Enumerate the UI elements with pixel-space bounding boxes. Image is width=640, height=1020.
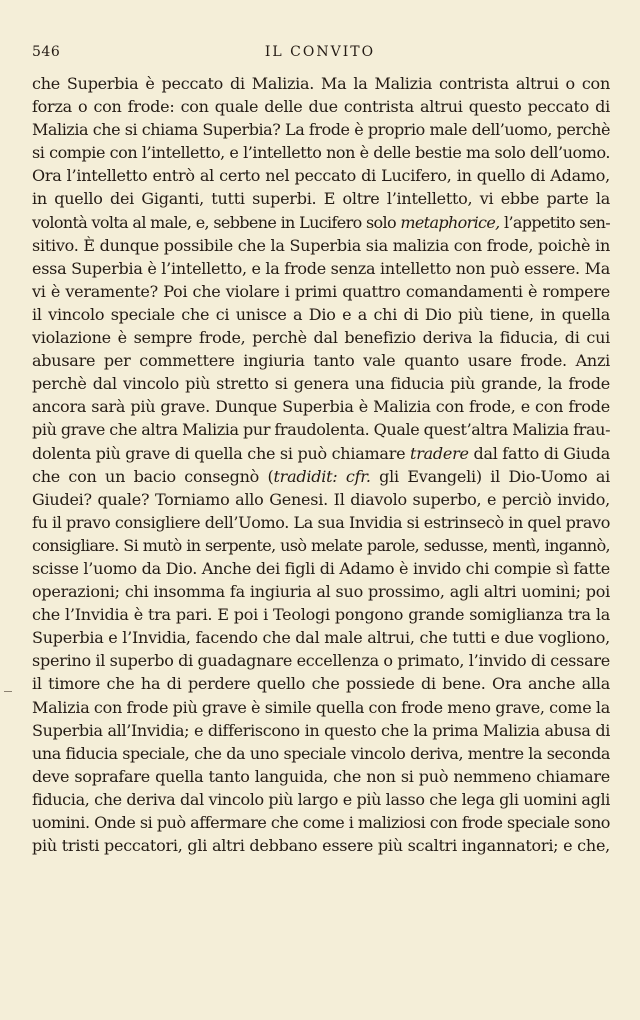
text-line: Malizia che si chiama Superbia? La frode è proprio male dell’uomo, perchè: [32, 120, 610, 140]
text-line: essa Superbia è l’intelletto, e la frode senza intelletto non può essere. Ma: [32, 258, 610, 278]
text-line: Giudei? quale? Torniamo allo Genesi. Il diavolo superbo, e perciò invido,: [32, 489, 610, 509]
text-line: ancora sarà più grave. Dunque Superbia è Malizia con frode, e con frode: [32, 397, 610, 417]
text-line: il vincolo speciale che ci unisce a Dio e a chi di Dio più tiene, in quella: [32, 304, 610, 324]
margin-mark: [4, 691, 12, 692]
text-line: violazione è sempre frode, perchè dal benefizio deriva la fiducia, di cui: [32, 328, 610, 348]
text-line: in quello dei Giganti, tutti superbi. E oltre l’intelletto, vi ebbe parte la: [32, 189, 610, 209]
text-line: Superbia e l’Invidia, facendo che dal male altrui, che tutti e due vogliono,: [32, 628, 610, 648]
text-line: deve soprafare quella tanto languida, che non si può nemmeno chiamare: [32, 766, 610, 786]
text-line: sitivo. È dunque possibile che la Superbia sia malizia con frode, poichè in: [32, 235, 610, 255]
text-line: che l’Invidia è tra pari. E poi i Teologi pongono grande somiglianza tra la: [32, 605, 610, 625]
italic-term: metaphorice,: [400, 212, 500, 232]
text-line: che Superbia è peccato di Malizia. Ma la Malizia contrista altrui o con: [32, 74, 610, 93]
text-line: perchè dal vincolo più stretto si genera una fiducia più grande, la frode: [32, 374, 610, 394]
text-line: forza o con frode: con quale delle due contrista altrui questo peccato di: [32, 97, 610, 117]
text-line: abusare per commettere ingiuria tanto vale quanto usare frode. Anzi: [32, 351, 610, 371]
text-line: fiducia, che deriva dal vincolo più largo e più lasso che lega gli uomini agli: [32, 789, 610, 809]
text-line: uomini. Onde si può affermare che come i maliziosi con frode speciale sono: [32, 813, 610, 832]
text-line: Malizia con frode più grave è simile quella con frode meno grave, come la: [32, 697, 610, 717]
text-line: una fiducia speciale, che da uno speciale vincolo deriva, mentre la seconda: [32, 743, 610, 763]
text-line: più grave che altra Malizia pur fraudolenta. Quale quest’altra Malizia frau-: [32, 420, 611, 440]
text-line: che con un bacio consegnò (tradidit: cfr. gli Evangeli) il Dio-Uomo ai: [32, 466, 610, 486]
text-line: vi è veramente? Poi che violare i primi quattro comandamenti è rompere: [32, 281, 610, 301]
text-line: dolenta più grave di quella che si può chiamare tradere dal fatto di Giuda: [32, 443, 611, 463]
text-line: sperino il superbo di guadagnare eccellenza o primato, l’invido di cessare: [32, 651, 610, 671]
text-line: volontà volta al male, e, sebbene in Lucifero solo metaphorice, l’appetito sen-: [32, 212, 610, 232]
text-line: consigliare. Si mutò in serpente, usò melate parole, sedusse, mentì, ingannò,: [32, 535, 610, 555]
text-line: fu il pravo consigliere dell’Uomo. La sua Invidia si estrinsecò in quel pravo: [32, 512, 610, 532]
text-line: scisse l’uomo da Dio. Anche dei figli di Adamo è invido chi compie sì fatte: [32, 558, 610, 578]
italic-term: tradere: [410, 443, 469, 463]
text-line: Superbia all’Invidia; e differiscono in questo che la prima Malizia abusa di: [32, 720, 610, 740]
text-line: si compie con l’intelletto, e l’intelletto non è delle bestie ma solo dell’uomo.: [32, 143, 610, 163]
text-line: Ora l’intelletto entrò al certo nel peccato di Lucifero, in quello di Adamo,: [32, 166, 610, 186]
running-head: IL CONVITO: [264, 44, 376, 60]
text-line: più tristi peccatori, gli altri debbano essere più scaltri ingannatori; e che,: [32, 836, 610, 856]
text-line: il timore che ha di perdere quello che possiede di bene. Ora anche alla: [32, 674, 610, 694]
text-line: operazioni; chi insomma fa ingiuria al suo prossimo, agli altri uomini; poi: [32, 582, 610, 602]
page-number: 546: [32, 44, 61, 60]
body-text: [32, 72, 610, 857]
italic-term: tradidit: cfr.: [273, 466, 371, 486]
